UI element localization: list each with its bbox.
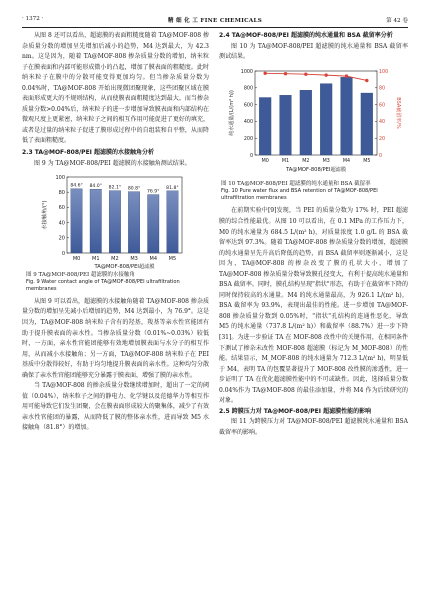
fig9-bar <box>109 191 121 253</box>
fig9-value-label: 80.8° <box>127 186 141 192</box>
fig10-ytick-right-label: 60 <box>379 102 386 108</box>
fig9-category-label: M2 <box>111 256 119 263</box>
fig10-ytick-right-label: 80 <box>379 86 386 92</box>
fig10-category-label: M0 <box>261 158 269 164</box>
fig9-value-label: 81.8° <box>166 185 179 191</box>
fig10-category-label: M5 <box>363 158 371 164</box>
fig10-flux-bar <box>280 95 292 155</box>
left-paragraph-4: 当 TA@MOF-808 的掺杂质量分数继续增加时，超出了一定的阈值（0.04%），纳米粒子之间的静电力、化学键以及范德华力等相互作用可能导致它们发生团聚，会在膜表面形成较大的聚集体，减少了有效亲水性官能团的暴露，从而降低了膜的整体亲水性，进而导致 M5 水接触角（81.8°）的增加。 <box>22 382 209 432</box>
fig9-ylabel: 水接触角/(°) <box>42 200 48 230</box>
fig9-ytick-label: 80 <box>58 190 65 197</box>
fig9-value-label: 76.9° <box>146 189 160 195</box>
fig10-category-label: M3 <box>322 158 330 164</box>
fig10-caption-cn: 图 10 TA@MOF-808/PEI 超滤膜的纯水通量和 BSA 截留率 <box>221 180 371 187</box>
right-paragraph-1: 图 10 为 TA@MOF-808/PEI 超滤膜的纯水通量和 BSA 截留率测试结果。 <box>219 42 408 61</box>
fig10-ytick-left-label: 1000 <box>240 69 253 75</box>
fig9-bar <box>90 189 102 253</box>
journal-title: 精 细 化 工 FINE CHEMICALS <box>167 18 263 24</box>
right-column <box>219 31 408 438</box>
fig10-retention-point <box>365 78 368 81</box>
fig9-ytick-label: 40 <box>58 220 65 227</box>
fig9-bar <box>128 192 140 253</box>
fig9-value-label: 82.1° <box>108 185 122 191</box>
fig10-ytick-left-label: 0 <box>249 153 253 159</box>
left-paragraph-3: 从图 9 可以看出，超滤膜的水接触角随着 TA@MOF-808 掺杂质量分数的增加呈先减小后增加的趋势，M4 达到最小，为 76.9°。这是因为，TA@MOF-808 纳米粒子含有的羟基，羧基等亲水性官能团有助于提升膜表面的亲水性。当掺杂质量分数（0.01%~0.03%）较低时，一方面，亲水性官能团能够有效地增加膜表面与水分子的相互作用，从而减小水接触角；另一方面，TA@MOF-808 纳米粒子在 PEI 基质中分散得较好，有助于均匀地提升膜表面的亲水性。这种均匀分散确保了亲水性官能团能够充分暴露于膜表面，增强了膜的亲水性。 <box>22 297 209 379</box>
header-rule <box>22 27 408 28</box>
figure-9 <box>22 171 209 271</box>
fig10-ytick-right-label: 40 <box>379 119 386 125</box>
fig10-ylabel-right: BSA截留率/% <box>395 96 401 129</box>
fig10-flux-bar <box>320 83 332 154</box>
left-column <box>22 31 209 434</box>
fig9-category-label: M3 <box>130 256 138 263</box>
fig10-category-label: M2 <box>302 158 310 164</box>
section-2-5-heading: 2.5 跨膜压力对 TA@MOF-808/PEI 超滤膜性能的影响 <box>219 407 372 415</box>
fig10-retention-point <box>304 72 307 75</box>
fig10-retention-point <box>263 71 266 74</box>
fig10-retention-point <box>284 72 287 75</box>
fig9-ytick-label: 100 <box>55 174 65 181</box>
fig9-value-label: 84.0° <box>89 184 103 190</box>
fig9-xlabel: TA@MOF-808/PEI超滤膜 <box>94 264 155 271</box>
fig9-category-label: M4 <box>149 256 157 263</box>
fig9-category-label: M0 <box>72 256 81 263</box>
fig10-ylabel-left: 纯水通量/(L/(m² h)) <box>229 89 235 136</box>
fig10-flux-bar <box>259 97 271 154</box>
volume-label: 第 42 卷 <box>386 18 408 24</box>
fig10-flux-bar <box>361 93 373 155</box>
fig9-category-label: M5 <box>168 256 177 263</box>
fig9-bar <box>71 189 83 253</box>
fig10-flux-bar <box>341 77 353 155</box>
fig9-caption-en: Fig. 9 Water contact angle of TA@MOF-808/PEI ultrafiltration membranes <box>26 279 180 293</box>
right-paragraph-2: 在前期实验中[9]发现，当 PEI 的质量分数为 17% 时，PEI 超滤膜的综合性能最优。从图 10 可以看出，在 0.1 MPa 的工作压力下，M0 的纯水通量为 684.5 L/(m² h)，对质量浓度 1.0 g/L 的 BSA 截留率达到 97.3%。随着 TA@MOF-808 掺杂质量分数的增加，超滤膜的纯水通量呈先升高后降低的趋势，而 BSA 截留率则逐渐减小，这是因为，TA@MOF-808 的掺杂改变了膜的孔状大小，增加了 TA@MOF-808 掺杂质量分数导致膜孔径变大，有利于提高纯水通量和 BSA 截留率。同时，膜孔结构呈现"指状"形态，有助于在截留率下降的同时保持较高的水通量。M4 的纯水通量最高，为 926.1 L/(m² h)，BSA 截留率为 93.9%，表现出最佳的性能。进一步增加 TA@MOF-808 掺杂质量分数到 0.05%时，"指状"孔结构的连通性恶化，导致 M5 的纯水通量（737.8 L/(m² h)）和截留率（88.7%）进一步下降[31]。为进一步验证 TA 在 MOF-808 改性中的关键作用，在相同条件下测试了掺杂未改性 MOF-808 超滤膜（标记为 M_MOF-808）的性能。结果显示，M_MOF-808 的纯水通量为 712.3 L/(m² h)，明显低于 M4，表明 TA 的包覆显著提升了 MOF-808 改性膜的渗透性，进一步证明了 TA 在优化超滤膜性能中的不可或缺性。因此，选择质量分数 0.04%作为 TA@MOF-808 的最佳添加量，并将 M4 作为后续研究的对象。 <box>219 207 408 405</box>
fig10-ytick-left-label: 400 <box>243 119 253 125</box>
fig10-category-label: M1 <box>281 158 290 164</box>
fig10-xlabel: TA@MOF-808/PEI超滤膜 <box>285 166 347 173</box>
fig9-bar <box>167 191 179 253</box>
fig10-flux-bar <box>300 90 312 155</box>
section-2-3-heading: 2.3 TA@MOF-808/PEI 超滤膜的水接触角分析 <box>22 149 154 157</box>
fig10-ytick-left-label: 800 <box>243 86 253 92</box>
page-header <box>22 14 408 26</box>
fig9-chart <box>22 171 209 271</box>
fig10-ytick-right-label: 100 <box>379 69 389 75</box>
right-paragraph-3: 图 11 为跨膜压力对 TA@MOF-808/PEI 超滤膜纯水通量和 BSA 截留率的影响。 <box>219 418 408 436</box>
left-paragraph-2: 图 9 为 TA@MOF-808/PEI 超滤膜的水接触角测试结果。 <box>34 159 191 167</box>
figure-10 <box>219 65 408 180</box>
fig9-plot-frame <box>67 177 182 253</box>
fig9-ytick-label: 0 <box>61 250 65 257</box>
fig9-bar <box>148 195 160 253</box>
fig10-category-label: M4 <box>342 158 351 164</box>
page-number: · 1372 · <box>22 16 44 22</box>
fig9-value-label: 84.6° <box>70 183 83 189</box>
fig10-chart <box>219 65 408 180</box>
fig10-ytick-left-label: 600 <box>243 102 253 108</box>
fig10-caption-en: Fig. 10 Pure water flux and BSA retention of TA@MOF-808/PEI ultrafiltration membranes <box>221 187 378 201</box>
fig10-ytick-left-label: 200 <box>243 136 253 142</box>
fig9-ytick-label: 60 <box>58 205 65 212</box>
fig9-category-label: M1 <box>92 256 100 263</box>
fig9-ytick-label: 20 <box>58 235 65 242</box>
left-paragraph-1: 从图 8 还可以看出，超滤膜的表面粗糙度随着 TA@MOF-808 掺杂质量分数的增加呈先增加后减小的趋势，M4 达到最大，为 42.3 nm。这是因为，随着 TA@MOF-808 掺杂质量分数的增加，纳米粒子在膜表面和内部可能形成微小的凸起，增加了膜表面的粗糙度。此时纳米粒子在膜中的分散可能变得更加均匀。但当掺杂质量分数为 0.04%时，TA@MOF-808 开始出现微团聚现象，这些团聚区域在膜表面形成更大的不规则结构，从而使膜表面粗糙度达到最大。而当掺杂质量分数>0.04%后，纳米粒子的进一步增加导致膜表面和内部结构在微观尺度上更紧密，纳米粒子之间的相互作用可能促进了更好的填充，或者是过量的纳米粒子促进了膜形成过程中的自组装和自平整，从而降低了表面粗糙度。 <box>22 32 209 145</box>
section-2-4-heading: 2.4 TA@MOF-808/PEI 超滤膜的纯水通量和 BSA 截留率分析 <box>219 32 393 39</box>
fig10-retention-point <box>345 74 348 77</box>
fig9-caption-cn: 图 9 TA@MOF-808/PEI 超滤膜的水接触角 <box>26 272 135 279</box>
fig10-plot-frame <box>255 71 377 155</box>
fig10-retention-point <box>324 73 327 76</box>
fig10-ytick-right-label: 20 <box>379 136 386 142</box>
fig10-ytick-right-label: 0 <box>379 153 383 159</box>
